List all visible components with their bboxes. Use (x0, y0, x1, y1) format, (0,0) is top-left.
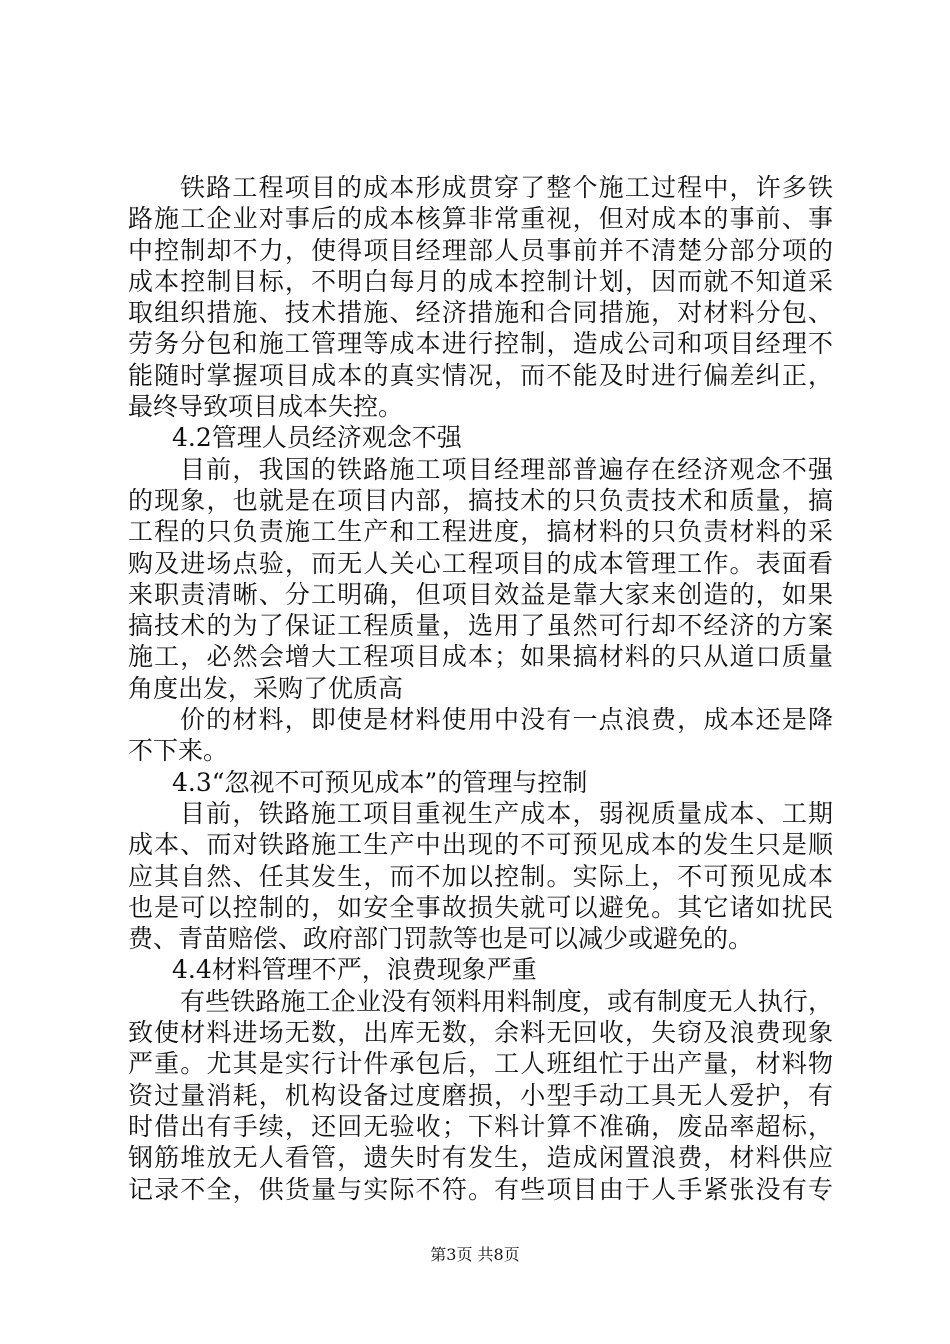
paragraph-line: 搞技术的为了保证工程质量，选用了虽然可行却不经济的方案 (128, 611, 833, 641)
paragraph-line: 资过量消耗，机构设备过度磨损，小型手动工具无人爱护，有 (128, 1080, 833, 1110)
paragraph-line: 铁路工程项目的成本形成贯穿了整个施工过程中，许多铁 (180, 173, 833, 202)
paragraph-line: 也是可以控制的，如安全事故损失就可以避免。其它诸如扰民 (128, 892, 833, 922)
paragraph-line: 致使材料进场无数，出库无数，余料无回收，失窃及浪费现象 (128, 1018, 833, 1048)
paragraph-line: 角度出发，采购了优质高 (128, 673, 404, 703)
paragraph-line: 不下来。 (128, 736, 229, 766)
paragraph-line: 最终导致项目成本失控。 (128, 392, 404, 422)
paragraph-line: 目前，铁路施工项目重视生产成本，弱视质量成本、工期 (180, 798, 833, 828)
paragraph-line: 施工，必然会增大工程项目成本；如果搞材料的只从道口质量 (128, 642, 833, 672)
paragraph-line: 钢筋堆放无人看管，遗失时有发生，造成闲置浪费，材料供应 (128, 1143, 833, 1173)
paragraph-line: 劳务分包和施工管理等成本进行控制，造成公司和项目经理不 (128, 329, 833, 359)
paragraph-line: 购及进场点验，而无人关心工程项目的成本管理工作。表面看 (128, 548, 833, 578)
paragraph-line: 来职责清晰、分工明确，但项目效益是靠大家来创造的，如果 (128, 579, 833, 609)
paragraph-line: 价的材料，即使是材料使用中没有一点浪费，成本还是降 (180, 705, 833, 735)
paragraph-line: 工程的只负责施工生产和工程进度，搞材料的只负责材料的采 (128, 517, 833, 547)
paragraph-line: 应其自然、任其发生，而不加以控制。实际上，不可预见成本 (128, 861, 833, 891)
body-text (128, 172, 833, 1205)
paragraph-line: 路施工企业对事后的成本核算非常重视，但对成本的事前、事 (128, 204, 833, 234)
section-heading: 4.3“忽视不可预见成本”的管理与控制 (172, 767, 588, 797)
paragraph-line: 的现象，也就是在项目内部，搞技术的只负责技术和质量，搞 (128, 485, 833, 515)
paragraph-line: 费、青苗赔偿、政府部门罚款等也是可以减少或避免的。 (128, 924, 754, 954)
paragraph-line: 成本、而对铁路施工生产中出现的不可预见成本的发生只是顺 (128, 830, 833, 860)
paragraph-line: 有些铁路施工企业没有领料用料制度，或有制度无人执行， (180, 986, 833, 1016)
paragraph-line: 中控制却不力，使得项目经理部人员事前并不清楚分部分项的 (128, 235, 833, 265)
paragraph-line: 能随时掌握项目成本的真实情况，而不能及时进行偏差纠正， (128, 360, 833, 390)
paragraph-line: 目前，我国的铁路施工项目经理部普遍存在经济观念不强 (180, 454, 833, 484)
paragraph-line: 成本控制目标，不明白每月的成本控制计划，因而就不知道采 (128, 266, 833, 296)
page-number-footer: 第3页 共8页 (430, 1245, 520, 1264)
paragraph-line: 记录不全，供货量与实际不符。有些项目由于人手紧张没有专 (128, 1174, 833, 1204)
section-heading: 4.2管理人员经济观念不强 (172, 423, 462, 453)
paragraph-line: 严重。尤其是实行计件承包后，工人班组忙于出产量，材料物 (128, 1049, 833, 1079)
paragraph-line: 取组织措施、技术措施、经济措施和合同措施，对材料分包、 (128, 298, 833, 328)
paragraph-line: 时借出有手续，还回无验收；下料计算不准确，废品率超标， (128, 1111, 833, 1141)
section-heading: 4.4材料管理不严，浪费现象严重 (172, 955, 537, 985)
